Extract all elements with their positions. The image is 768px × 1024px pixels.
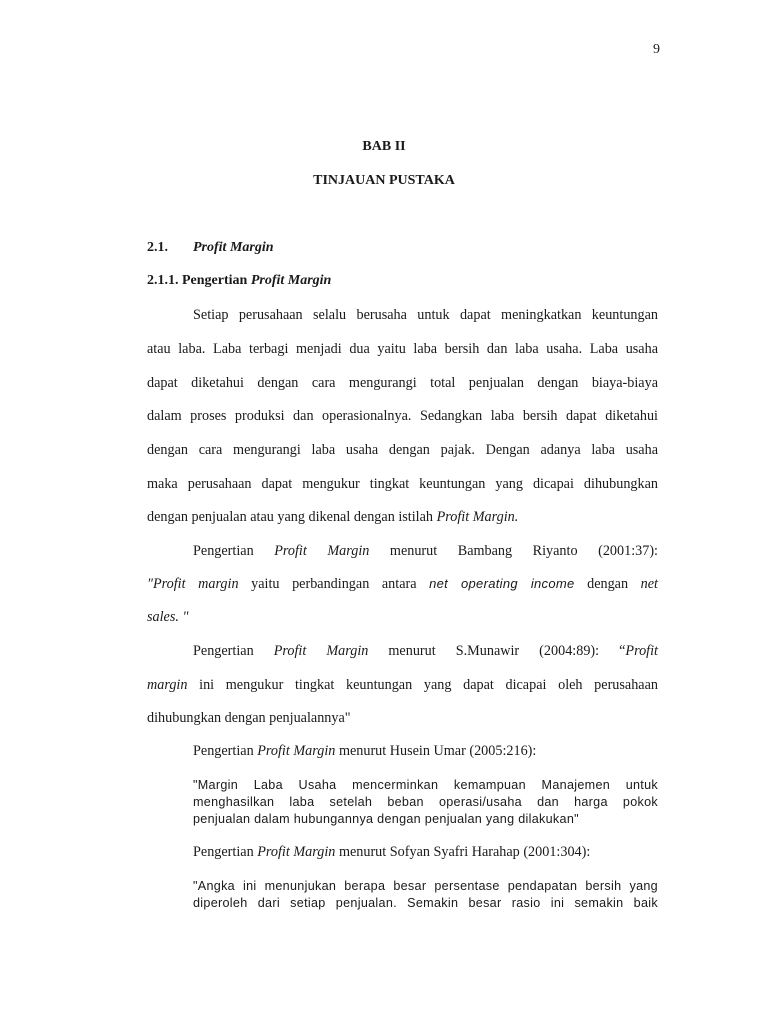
- definition-source: menurut Bambang Riyanto (2001:37):: [369, 543, 658, 559]
- paragraph-line: [147, 509, 658, 525]
- paragraph-line: maka perusahaan dapat mengukur tingkat keuntungan yang dicapai dihubungkan: [147, 476, 658, 492]
- definition-text: yaitu perbandingan antara: [238, 576, 430, 592]
- term-profit-margin: Profit Margin: [257, 844, 336, 860]
- term-profit-margin: "Profit margin: [147, 576, 239, 592]
- term-profit: Profit: [625, 643, 658, 659]
- term-profit-margin: Profit Margin: [257, 743, 336, 759]
- term-net: net: [640, 576, 658, 592]
- page-number: 9: [653, 42, 660, 57]
- term-profit-margin: Profit Margin: [274, 543, 370, 559]
- block-quote-line: menghasilkan laba setelah beban operasi/usaha dan harga pokok: [193, 795, 658, 809]
- definition-line: dihubungkan dengan penjualannya": [147, 710, 351, 726]
- definition-line: [147, 609, 658, 625]
- definition-text: dengan: [574, 576, 641, 592]
- paragraph-line: Setiap perusahaan selalu berusaha untuk dapat meningkatkan keuntungan: [193, 307, 658, 323]
- block-quote-line: "Angka ini menunjukan berapa besar persentase pendapatan bersih yang: [193, 879, 658, 893]
- paragraph-line: dapat diketahui dengan cara mengurangi total penjualan dengan biaya-biaya: [147, 375, 658, 391]
- term-net-operating-income: net operating income: [429, 576, 575, 591]
- definition-text: Pengertian: [193, 844, 258, 860]
- section-title: Profit Margin: [193, 240, 274, 255]
- definition-line: [193, 643, 658, 659]
- chapter-title: TINJAUAN PUSTAKA: [313, 173, 455, 188]
- term-profit-margin: Profit Margin: [273, 643, 369, 659]
- section-number: 2.1.: [147, 240, 168, 255]
- block-quote-line: diperoleh dari setiap penjualan. Semakin besar rasio ini semakin baik: [193, 896, 658, 910]
- term-sales: sales. ": [147, 609, 189, 625]
- term-profit-margin: Profit Margin.: [436, 509, 519, 525]
- section-heading: [147, 240, 274, 256]
- definition-source: menurut Husein Umar (2005:216):: [335, 743, 537, 759]
- definition-line: [193, 844, 658, 860]
- block-quote-line: penjualan dalam hubungannya dengan penjualan yang dilakukan": [193, 812, 579, 826]
- definition-source: menurut Sofyan Syafri Harahap (2001:304):: [335, 844, 591, 860]
- paragraph-line: dalam proses produksi dan operasionalnya. Sedangkan laba bersih dapat diketahui: [147, 408, 658, 424]
- subsection-heading: [147, 273, 331, 289]
- subsection-prefix: 2.1.1. Pengertian: [147, 273, 251, 288]
- definition-line: [147, 576, 658, 592]
- definition-line: [147, 677, 658, 693]
- paragraph-text: dengan penjualan atau yang dikenal dengan istilah: [147, 509, 437, 525]
- definition-text: Pengertian: [193, 643, 274, 659]
- definition-text: ini mengukur tingkat keuntungan yang dapat dicapai oleh perusahaan: [187, 677, 658, 693]
- definition-source: menurut S.Munawir (2004:89): “: [368, 643, 626, 659]
- definition-line: [193, 743, 658, 759]
- paragraph-line: dengan cara mengurangi laba usaha dengan pajak. Dengan adanya laba usaha: [147, 442, 658, 458]
- definition-text: Pengertian: [193, 543, 275, 559]
- subsection-title: Profit Margin: [250, 273, 332, 288]
- chapter-heading: BAB II: [362, 139, 406, 154]
- term-margin: margin: [147, 677, 188, 693]
- block-quote-line: "Margin Laba Usaha mencerminkan kemampuan Manajemen untuk: [193, 778, 658, 792]
- definition-line: [193, 543, 658, 559]
- paragraph-line: atau laba. Laba terbagi menjadi dua yaitu laba bersih dan laba usaha. Laba usaha: [147, 341, 658, 357]
- definition-text: Pengertian: [193, 743, 258, 759]
